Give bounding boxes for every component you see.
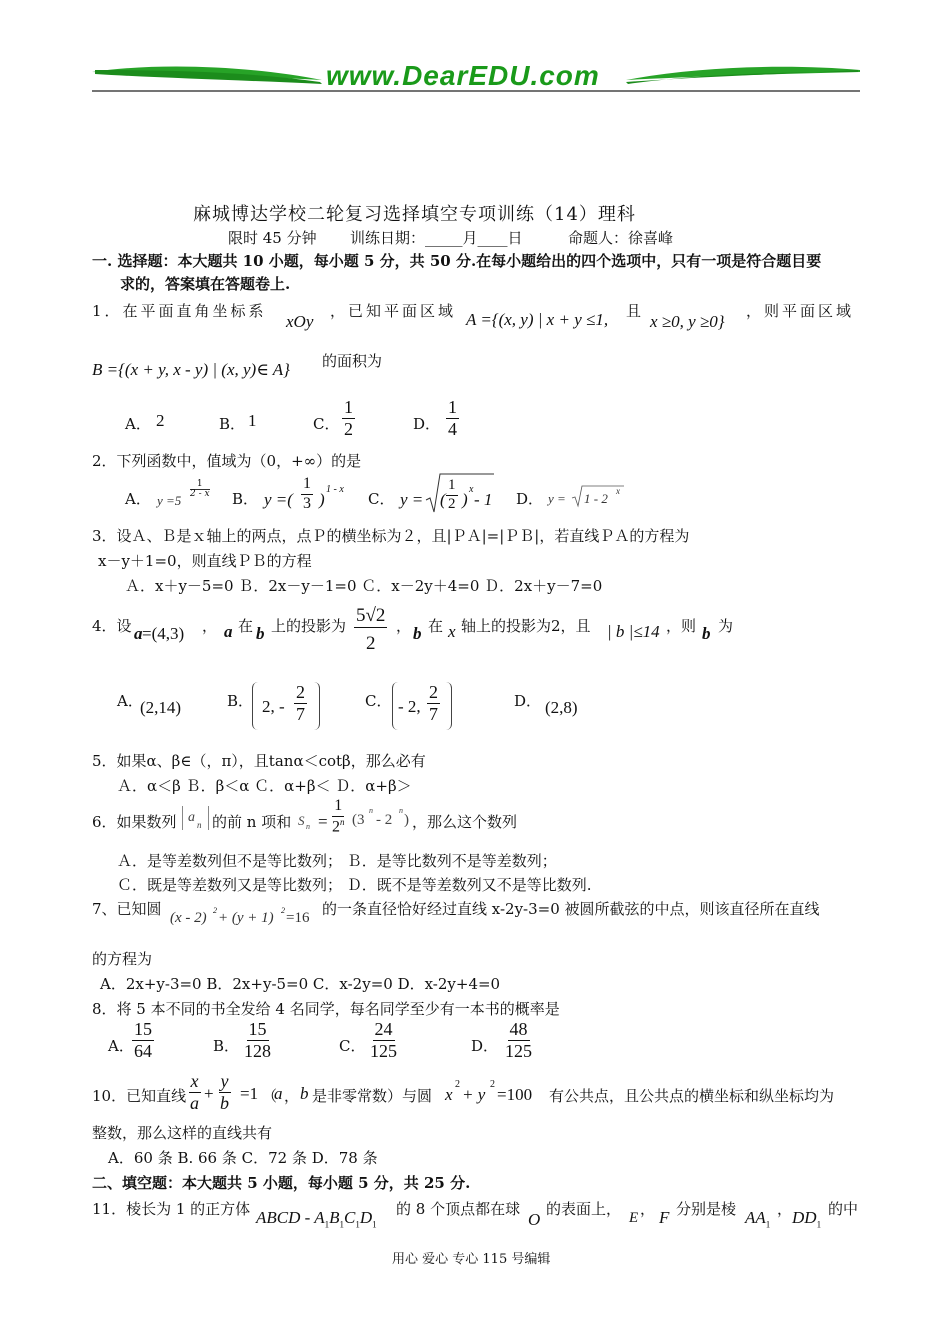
q2-option-b-label: B．: [232, 490, 259, 508]
q2-option-c-exponent: x: [469, 484, 474, 495]
q8-option-a-label: A．: [108, 1037, 134, 1055]
leaf-swoosh-left-icon: [0, 0, 950, 110]
q1-option-d-fraction: $\frac{1}{4}$: [448, 397, 457, 439]
q11-text-5: 分别是棱: [676, 1200, 737, 1218]
q3-line-1: 3．设Ａ、Ｂ是ｘ轴上的两点，点Ｐ的横坐标为２，且|ＰＡ|=|ＰＢ|，若直线ＰＡ的方程为: [92, 527, 690, 545]
q6-text-3: ，那么这个数列: [412, 813, 518, 831]
q1-math-xoy: xOy: [286, 312, 314, 331]
q2-option-d-math-1: y =: [548, 491, 566, 506]
q4-math-b-2: b: [413, 624, 422, 643]
q4-option-d-label: D．: [514, 692, 542, 710]
q6-text-1: 6．如果数列: [92, 813, 177, 831]
q1-option-c-fraction: $\frac{1}{2}$: [344, 397, 353, 439]
q6-math-a-sub: n: [197, 820, 202, 830]
q2-option-a-math: y =5: [157, 493, 182, 508]
q8-stem: 8．将 5 本不同的书全发给 4 名同学，每名同学至少有一本书的概率是: [92, 1000, 560, 1018]
q2-option-c-fraction: $\frac{1}{2}$: [448, 477, 456, 512]
site-logo: www.DearEDU.com: [326, 60, 600, 91]
q4-option-a-value: (2,14): [140, 698, 182, 717]
q11-math-cube: ABCD - $A_1B_1C_1D_1$: [256, 1208, 377, 1230]
q6-math-3: (3: [352, 812, 365, 828]
q4-math-x: x: [448, 622, 456, 641]
q10-math-a: a: [274, 1084, 283, 1103]
q3-options: Ａ．x＋y－5=0 Ｂ．2x－y－1=0 Ｃ．x－2y＋4=0 Ｄ．2x＋y－7=0: [125, 577, 603, 595]
q2-stem: 2．下列函数中，值域为（0，+∞）的是: [92, 452, 362, 470]
q4-text-5: ，: [396, 617, 412, 635]
q1-option-b-value: 1: [248, 411, 257, 430]
section-heading-fill: 二、填空题：本大题共 5 小题，每小题 5 分，共 25 分.: [92, 1174, 471, 1192]
q4-option-a-label: A．: [117, 692, 143, 710]
q2-option-c-label: C．: [368, 490, 395, 508]
q6-math-3-exp: n: [369, 806, 373, 815]
q2-option-b-fraction: $\frac{1}{3}$: [303, 475, 311, 512]
q2-option-a-label: A．: [125, 490, 151, 508]
q6-math-2-exp: n: [399, 806, 403, 815]
q4-math-b-1: b: [256, 624, 265, 643]
q6-math-a: a: [188, 810, 195, 825]
q6-options-2: Ｃ．既是等差数列又是等比数列； Ｄ．既不是等差数列又不是等比数列.: [117, 876, 592, 894]
q11-math-aa1: $AA_1$: [745, 1208, 771, 1230]
q4-text-7: 轴上的投影为2，且: [461, 617, 591, 635]
q7-math-1: (x - 2): [170, 910, 207, 926]
q10-fraction-y: $\frac{y}{b}$: [220, 1071, 229, 1113]
q1-option-a-label: A．: [125, 415, 151, 433]
q11-text-7: 的中: [828, 1200, 859, 1218]
q7-math-2: + (y + 1): [218, 910, 274, 926]
q11-text-6: ，: [777, 1200, 793, 1218]
q2-option-c-math-2: (: [440, 490, 446, 509]
q10-math-eq2: =100: [497, 1085, 533, 1104]
q4-math-a-value: =(4,3): [142, 624, 185, 643]
q10-math-x-exp: 2: [455, 1079, 460, 1090]
q11-text-2: 的 8 个顶点都在球: [396, 1200, 521, 1218]
section-heading-choice-cont: 求的，答案填在答题卷上.: [120, 275, 291, 293]
q10-plus: +: [204, 1084, 214, 1103]
q4-text-4: 上的投影为: [271, 617, 347, 635]
q1-text-5: 的面积为: [322, 352, 383, 370]
q10-math-eq1: =1: [240, 1084, 259, 1103]
q8-option-d-fraction: $\frac{48}{125}$: [505, 1019, 532, 1061]
q4-text-2: ，: [202, 617, 218, 635]
q1-math-a-set: A ={(x, y) | x + y ≤1,: [466, 310, 609, 329]
q10-fraction-x: $\frac{x}{a}$: [190, 1071, 199, 1113]
q7-options: A．2x+y-3=0 B．2x+y-5=0 C．x-2y=0 D．x-2y+4=0: [100, 975, 501, 993]
meta-date: 训练日期：_____月____日: [350, 229, 523, 247]
meta-time: 限时 45 分钟: [228, 229, 317, 247]
q6-math-s: S: [298, 813, 305, 828]
q6-math-eq: =: [318, 812, 328, 831]
q7-math-3: =16: [286, 910, 310, 926]
q5-options: Ａ．α＜β Ｂ．β＜α Ｃ．α+β＜ Ｄ．α+β＞: [117, 777, 412, 795]
q10-options: A．60 条 B. 66 条 C．72 条 D．78 条: [108, 1149, 378, 1167]
q11-math-o: O: [528, 1210, 541, 1229]
q2-option-b-math-2: ): [319, 490, 325, 509]
q2-option-d-exponent: x: [616, 486, 620, 496]
q7-math-2-exp: 2: [281, 906, 285, 915]
q6-seq-brace: [182, 806, 209, 830]
q10-text-4: 是非零常数）与圆: [312, 1087, 433, 1105]
q7-text-2: 的一条直径恰好经过直线 x-2y-3=0 被圆所截弦的中点，则该直径所在直线: [322, 900, 820, 918]
q4-option-d-value: (2,8): [545, 698, 578, 717]
q4-option-c-fraction: $\frac{2}{7}$: [429, 682, 438, 724]
q6-text-2: 的前 n 项和: [212, 813, 292, 831]
q6-math-s-sub: n: [306, 822, 310, 831]
q10-math-y: + y: [462, 1085, 486, 1104]
q10-text-5: 有公共点，且公共点的横坐标和纵坐标均为: [549, 1087, 835, 1105]
q10-line-2: 整数，那么这样的直线共有: [92, 1124, 273, 1142]
q1-text-1: 1．在平面直角坐标系: [92, 302, 267, 320]
q6-fraction: $\frac{1}{2^n}$: [332, 797, 345, 836]
q2-option-c-math-1: y =: [400, 490, 424, 509]
q1-math-b-set: B ={(x + y, x - y) | (x, y)∈ A}: [92, 360, 290, 379]
q1-option-d-label: D．: [413, 415, 441, 433]
q10-math-b: b: [300, 1084, 309, 1103]
q1-text-4: ，则平面区域: [746, 302, 855, 320]
q4-text-1: 4．设: [92, 617, 132, 635]
q8-option-d-label: D．: [471, 1037, 499, 1055]
q10-math-y-exp: 2: [490, 1079, 495, 1090]
q8-option-b-fraction: $\frac{15}{128}$: [244, 1019, 271, 1061]
q10-math-x: x: [445, 1085, 453, 1104]
page-footer: 用心 爱心 专心 115 号编辑: [392, 1252, 551, 1267]
q4-option-c-label: C．: [365, 692, 392, 710]
q4-text-9: 为: [718, 617, 734, 635]
q4-math-a-2: a: [224, 622, 233, 641]
q6-options-1: Ａ．是等差数列但不是等比数列； Ｂ．是等比数列不是等差数列；: [117, 852, 557, 870]
q11-text-1: 11．棱长为 1 的正方体: [92, 1200, 251, 1218]
q1-math-cond: x ≥0, y ≥0}: [650, 312, 725, 331]
q1-option-b-label: B．: [219, 415, 246, 433]
q2-option-b-exponent: 1 - x: [326, 484, 344, 495]
q6-math-2: - 2: [376, 812, 393, 828]
q10-text-3: ，: [284, 1087, 300, 1105]
page-title: 麻城博达学校二轮复习选择填空专项训练（14）理科: [193, 204, 636, 225]
q10-text-1: 10．已知直线: [92, 1087, 187, 1105]
q4-option-b-fraction: $\frac{2}{7}$: [296, 682, 305, 724]
q1-option-a-value: 2: [156, 411, 165, 430]
q2-option-b-math-1: y =(: [264, 490, 293, 509]
q4-math-b-norm: | b |≤14: [607, 622, 660, 641]
q1-text-2: ，已知平面区域: [330, 302, 457, 320]
q4-text-6: 在: [428, 617, 444, 635]
q8-option-a-fraction: $\frac{15}{64}$: [134, 1019, 152, 1061]
q11-math-e: E: [629, 1210, 639, 1226]
q7-line-2: 的方程为: [92, 950, 153, 968]
q2-option-c-math-3: ): [462, 490, 468, 509]
q4-fraction-projection: $\frac{5√2}{2}$: [356, 605, 386, 654]
q6-math-close: ): [404, 812, 409, 828]
q2-option-a-exponent: 1 2 - x: [190, 479, 210, 499]
q11-math-f: F: [659, 1208, 670, 1227]
q2-option-d-math-2: 1 - 2: [584, 491, 608, 506]
q2-option-d-label: D．: [516, 490, 544, 508]
q2-option-c-math-4: - 1: [474, 490, 493, 509]
q8-option-b-label: B．: [213, 1037, 240, 1055]
q8-option-c-fraction: $\frac{24}{125}$: [370, 1019, 397, 1061]
q4-math-b-3: b: [702, 624, 711, 643]
q4-text-3: 在: [238, 617, 254, 635]
q1-option-c-label: C．: [313, 415, 340, 433]
q4-text-8: ，则: [666, 617, 697, 635]
q4-option-b-label: B．: [227, 692, 254, 710]
q4-option-c-value: - 2,: [398, 697, 421, 716]
q4-math-a-bold: a: [134, 624, 143, 643]
meta-author: 命题人：徐喜峰: [568, 229, 674, 247]
q11-text-3: 的表面上，: [546, 1200, 622, 1218]
q10-text-2: （: [262, 1087, 278, 1105]
q3-line-2: x－y＋1=0，则直线ＰＢ的方程: [98, 552, 312, 570]
header-banner: [0, 0, 950, 110]
q4-option-b-value: 2, -: [262, 697, 285, 716]
q1-text-3: 且: [626, 302, 642, 320]
q8-option-c-label: C．: [339, 1037, 366, 1055]
q7-math-1-exp: 2: [213, 906, 217, 915]
q11-math-dd1: $DD_1$: [792, 1208, 822, 1230]
section-heading-choice: 一. 选择题：本大题共 10 小题，每小题 5 分，共 50 分.在每小题给出的四个选项中，只有一项是符合题目要: [92, 252, 822, 270]
q7-text-1: 7、已知圆: [92, 900, 162, 918]
q5-stem: 5．如果α、β∈（，π），且tanα＜cotβ，那么必有: [92, 752, 426, 770]
q11-text-4: ，: [640, 1200, 656, 1218]
